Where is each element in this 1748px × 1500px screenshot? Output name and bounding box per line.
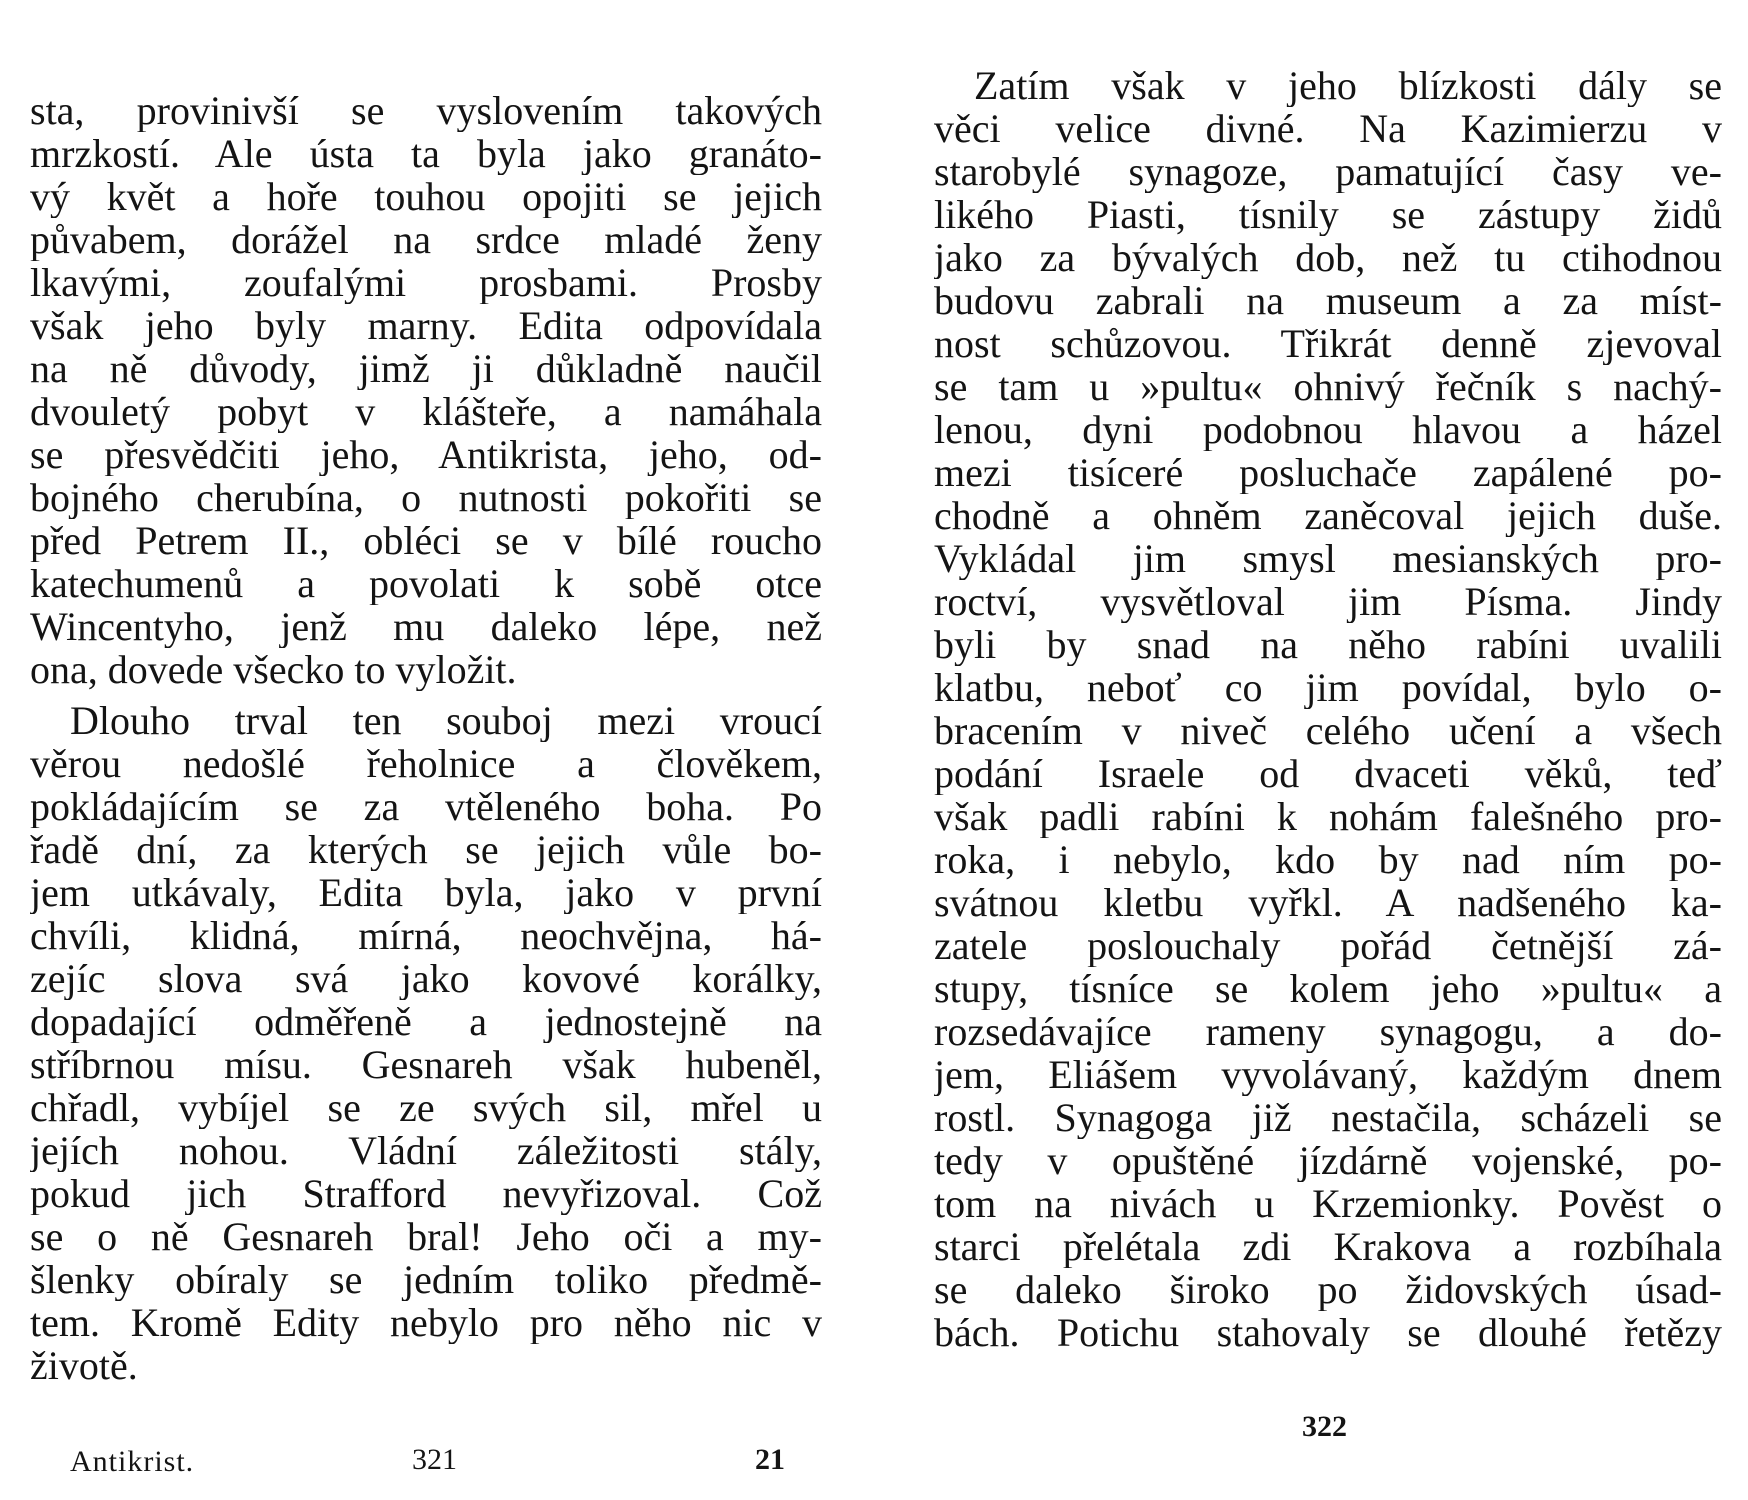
text-line: lenou, dyni podobnou hlavou a házel: [934, 408, 1722, 451]
text-line: bách. Potichu stahovaly se dlouhé řetězy: [934, 1311, 1722, 1354]
text-line: tom na nivách u Krzemionky. Pověst o: [934, 1182, 1722, 1225]
text-line: však jeho byly marny. Edita odpovídala: [30, 304, 822, 347]
text-line: na ně důvody, jimž ji důkladně naučil: [30, 347, 822, 390]
text-line: zejíc slova svá jako kovové korálky,: [30, 957, 822, 1000]
text-line: nost schůzovou. Třikrát denně zjevoval: [934, 322, 1722, 365]
text-line: se daleko široko po židovských úsad-: [934, 1268, 1722, 1311]
paragraph-gap: [30, 691, 822, 699]
text-line: Wincentyho, jenž mu daleko lépe, než: [30, 605, 822, 648]
text-line: pokládajícím se za vtěleného boha. Po: [30, 785, 822, 828]
text-line: katechumenů a povolati k sobě otce: [30, 562, 822, 605]
text-line: starobylé synagoze, pamatující časy ve-: [934, 150, 1722, 193]
text-line: jem utkávaly, Edita byla, jako v první: [30, 871, 822, 914]
page-number: 322: [1302, 1410, 1347, 1443]
text-line: jejích nohou. Vládní záležitosti stály,: [30, 1129, 822, 1172]
text-line: sta, provinivší se vyslovením takových: [30, 89, 822, 132]
text-line: bracením v niveč celého učení a všech: [934, 709, 1722, 752]
text-line: Dlouho trval ten souboj mezi vroucí: [70, 699, 822, 742]
text-line: se přesvědčiti jeho, Antikrista, jeho, od-: [30, 433, 822, 476]
book-signature: Antikrist.: [70, 1445, 195, 1478]
text-line: lkavými, zoufalými prosbami. Prosby: [30, 261, 822, 304]
text-line: životě.: [30, 1344, 138, 1387]
text-line: mezi tisíceré posluchače zapálené po-: [934, 451, 1722, 494]
text-line: pokud jich Strafford nevyřizoval. Což: [30, 1172, 822, 1215]
text-line: likého Piasti, tísnily se zástupy židů: [934, 193, 1722, 236]
text-line: stupy, tísníce se kolem jeho »pultu« a: [934, 967, 1722, 1010]
text-line: rozsedávajíce rameny synagogu, a do-: [934, 1010, 1722, 1053]
text-line: zatele poslouchaly pořád četnější zá-: [934, 924, 1722, 967]
text-line: stříbrnou mísu. Gesnareh však hubeněl,: [30, 1043, 822, 1086]
text-line: starci přelétala zdi Krakova a rozbíhala: [934, 1225, 1722, 1268]
text-line: Zatím však v jeho blízkosti dály se: [974, 64, 1722, 107]
page-number: 321: [412, 1443, 457, 1476]
right-text-column: [934, 64, 1722, 1354]
text-line: klatbu, neboť co jim povídal, bylo o-: [934, 666, 1722, 709]
text-line: šlenky obíraly se jedním toliko předmě-: [30, 1258, 822, 1301]
text-line: půvabem, dorážel na srdce mladé ženy: [30, 218, 822, 261]
text-line: vý květ a hoře touhou opojiti se jejich: [30, 175, 822, 218]
text-line: dvouletý pobyt v klášteře, a namáhala: [30, 390, 822, 433]
text-line: tedy v opuštěné jízdárně vojenské, po-: [934, 1139, 1722, 1182]
text-line: tem. Kromě Edity nebylo pro něho nic v: [30, 1301, 822, 1344]
text-line: ona, dovede všecko to vyložit.: [30, 648, 517, 691]
left-text-column: [30, 89, 822, 1387]
text-line: věci velice divné. Na Kazimierzu v: [934, 107, 1722, 150]
text-line: se tam u »pultu« ohnivý řečník s nachý-: [934, 365, 1722, 408]
text-line: však padli rabíni k nohám falešného pro-: [934, 795, 1722, 838]
text-line: byli by snad na něho rabíni uvalili: [934, 623, 1722, 666]
text-line: před Petrem II., obléci se v bílé roucho: [30, 519, 822, 562]
text-line: se o ně Gesnareh bral! Jeho oči a my-: [30, 1215, 822, 1258]
text-line: dopadající odměřeně a jednostejně na: [30, 1000, 822, 1043]
text-line: jako za bývalých dob, než tu ctihodnou: [934, 236, 1722, 279]
text-line: roctví, vysvětloval jim Písma. Jindy: [934, 580, 1722, 623]
sheet-number: 21: [755, 1443, 785, 1476]
right-page: [874, 0, 1748, 1500]
text-line: bojného cherubína, o nutnosti pokořiti se: [30, 476, 822, 519]
text-line: chřadl, vybíjel se ze svých sil, mřel u: [30, 1086, 822, 1129]
text-line: jem, Eliášem vyvolávaný, každým dnem: [934, 1053, 1722, 1096]
text-line: svátnou kletbu vyřkl. A nadšeného ka-: [934, 881, 1722, 924]
text-line: chvíli, klidná, mírná, neochvějna, há-: [30, 914, 822, 957]
text-line: věrou nedošlé řeholnice a člověkem,: [30, 742, 822, 785]
text-line: Vykládal jim smysl mesianských pro-: [934, 537, 1722, 580]
text-line: chodně a ohněm zaněcoval jejich duše.: [934, 494, 1722, 537]
text-line: rostl. Synagoga již nestačila, scházeli se: [934, 1096, 1722, 1139]
text-line: budovu zabrali na museum a za míst-: [934, 279, 1722, 322]
text-line: podání Israele od dvaceti věků, teď: [934, 752, 1722, 795]
text-line: mrzkostí. Ale ústa ta byla jako granáto-: [30, 132, 822, 175]
text-line: řadě dní, za kterých se jejich vůle bo-: [30, 828, 822, 871]
text-line: roka, i nebylo, kdo by nad ním po-: [934, 838, 1722, 881]
